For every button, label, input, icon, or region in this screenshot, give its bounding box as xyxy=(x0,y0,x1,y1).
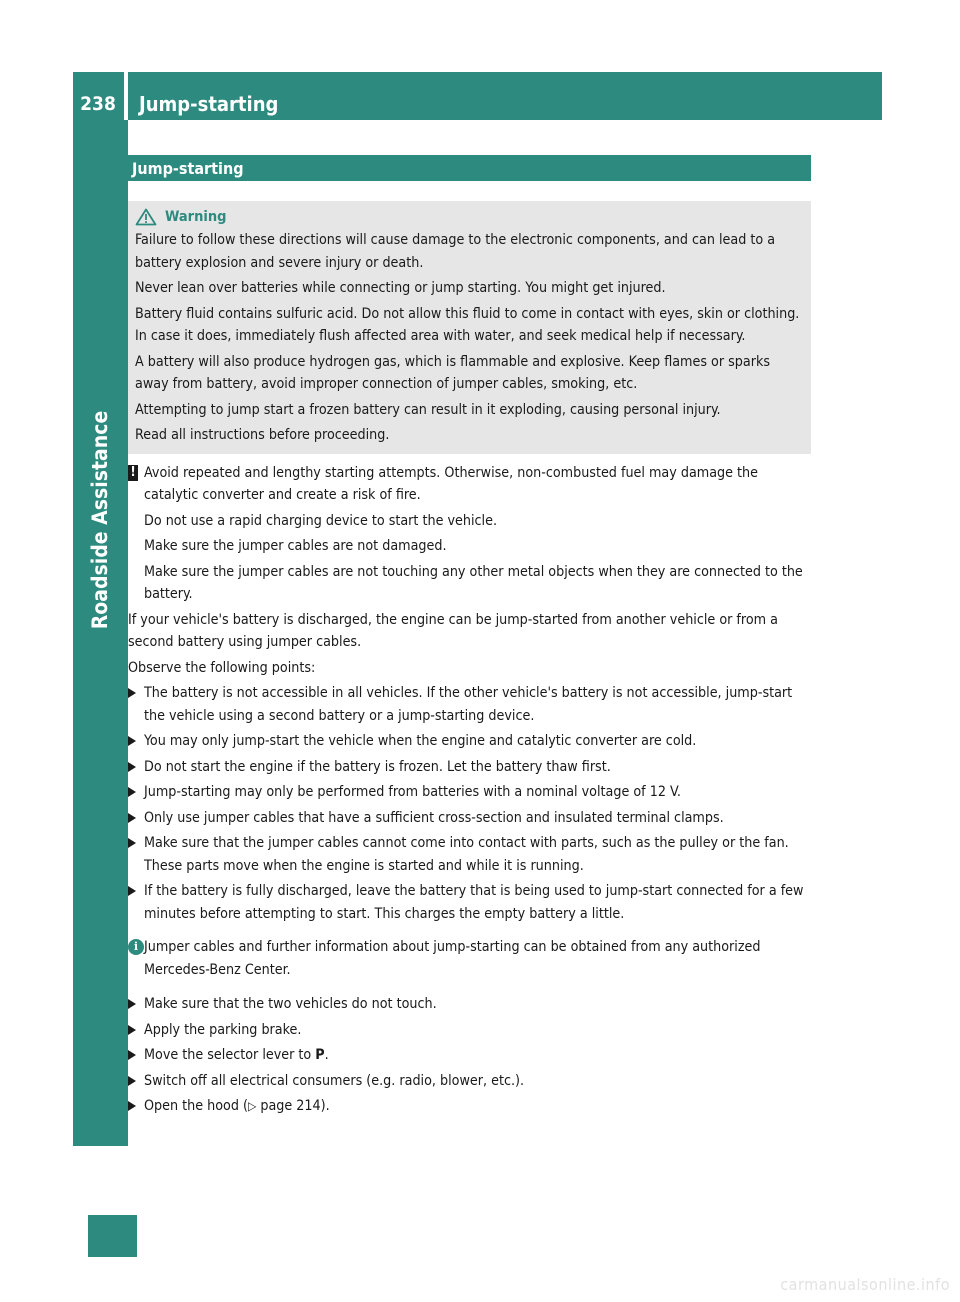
caution-text: Do not use a rapid charging device to start the vehicle. xyxy=(144,512,498,529)
caution-text: Avoid repeated and lengthy starting attempts. Otherwise, non-combusted fuel may damage the catalytic converter and create a risk of fire. xyxy=(144,464,758,503)
section-title: Jump-starting xyxy=(128,155,811,181)
page-header xyxy=(73,72,882,120)
list-item: You may only jump-start the vehicle when the engine and catalytic converter are cold. xyxy=(128,730,811,753)
list-item: Make sure that the two vehicles do not touch. xyxy=(128,993,811,1016)
info-icon: i xyxy=(128,939,144,955)
arrow-bullet-icon xyxy=(128,813,136,823)
header-title: Jump-starting xyxy=(139,92,279,116)
list-item: Open the hood (▷ page 214). xyxy=(128,1095,811,1118)
warning-triangle-icon xyxy=(135,208,157,226)
page-reference-arrow-icon: ▷ xyxy=(248,1099,257,1113)
arrow-bullet-icon xyxy=(128,1025,136,1035)
info-note xyxy=(128,936,811,981)
caution-text: Make sure the jumper cables are not damaged. xyxy=(144,538,447,554)
list-item: Switch off all electrical consumers (e.g. radio, blower, etc.). xyxy=(128,1070,811,1093)
header-divider xyxy=(124,72,128,120)
list-item: Only use jumper cables that have a sufficient cross-section and insulated terminal clamps. xyxy=(128,807,811,830)
list-item: Do not start the engine if the battery is frozen. Let the battery thaw first. xyxy=(128,756,811,779)
warning-text: Never lean over batteries while connecting or jump starting. You might get injured. xyxy=(135,280,666,296)
footer-marker xyxy=(88,1215,137,1257)
arrow-bullet-icon xyxy=(128,999,136,1009)
side-tab xyxy=(73,120,128,1146)
observe-paragraph: Observe the following points: xyxy=(128,659,316,676)
caution-note xyxy=(128,462,811,606)
arrow-bullet-icon xyxy=(128,1076,136,1086)
list-item: Make sure that the jumper cables cannot come into contact with parts, such as the pulley or the fan. These parts move when the engine is started and while it is running. xyxy=(128,832,811,877)
arrow-bullet-icon xyxy=(128,762,136,772)
warning-text: Attempting to jump start a frozen battery can result in it exploding, causing personal injury. xyxy=(135,401,721,418)
warning-text: Failure to follow these directions will cause damage to the electronic components, and can lead to a battery explosion and severe injury or death. xyxy=(135,232,776,271)
arrow-bullet-icon xyxy=(128,688,136,698)
warning-label: Warning xyxy=(165,208,227,225)
warning-text: A battery will also produce hydrogen gas, which is flammable and explosive. Keep flames or sparks away from battery, avoid improper connection of jumper cables, smoking, etc. xyxy=(135,353,771,392)
arrow-bullet-icon xyxy=(128,736,136,746)
side-tab-label: Roadside Assistance xyxy=(88,410,112,630)
page-number: 238 xyxy=(80,93,116,115)
info-text: Jumper cables and further information about jump-starting can be obtained from any authorized Mercedes-Benz Center. xyxy=(144,939,761,978)
page-reference-link[interactable]: page 214 xyxy=(256,1098,321,1114)
warning-box xyxy=(128,201,811,454)
list-item: The battery is not accessible in all vehicles. If the other vehicle's battery is not accessible, jump-start the vehicle using a second battery or a jump-starting device. xyxy=(128,682,811,727)
arrow-bullet-icon xyxy=(128,1050,136,1060)
caution-text: Make sure the jumper cables are not touching any other metal objects when they are connected to the battery. xyxy=(144,563,803,602)
intro-paragraph: If your vehicle's battery is discharged, the engine can be jump-started from another vehicle or from a second battery using jumper cables. xyxy=(128,611,778,650)
warning-text: Read all instructions before proceeding. xyxy=(135,427,390,443)
arrow-bullet-icon xyxy=(128,787,136,797)
steps-list xyxy=(128,993,811,1118)
list-item: If the battery is fully discharged, leave the battery that is being used to jump-start connected for a few minutes before attempting to start. This charges the empty battery a little. xyxy=(128,880,811,925)
arrow-bullet-icon xyxy=(128,886,136,896)
warning-header xyxy=(135,205,805,229)
watermark: carmanualsonline.info xyxy=(780,1275,950,1294)
arrow-bullet-icon xyxy=(128,838,136,848)
list-item: Jump-starting may only be performed from batteries with a nominal voltage of 12 V. xyxy=(128,781,811,804)
page-content xyxy=(128,155,811,1121)
list-item: Apply the parking brake. xyxy=(128,1019,811,1042)
warning-text: Battery fluid contains sulfuric acid. Do not allow this fluid to come in contact with eyes, skin or clothing. In case it does, immediately flush affected area with water, and seek medical help if necessary. xyxy=(135,305,800,344)
points-list xyxy=(128,682,811,925)
exclamation-icon: ! xyxy=(128,465,138,481)
arrow-bullet-icon xyxy=(128,1101,136,1111)
selector-position: P xyxy=(315,1047,325,1063)
list-item: Move the selector lever to P. xyxy=(128,1044,811,1067)
